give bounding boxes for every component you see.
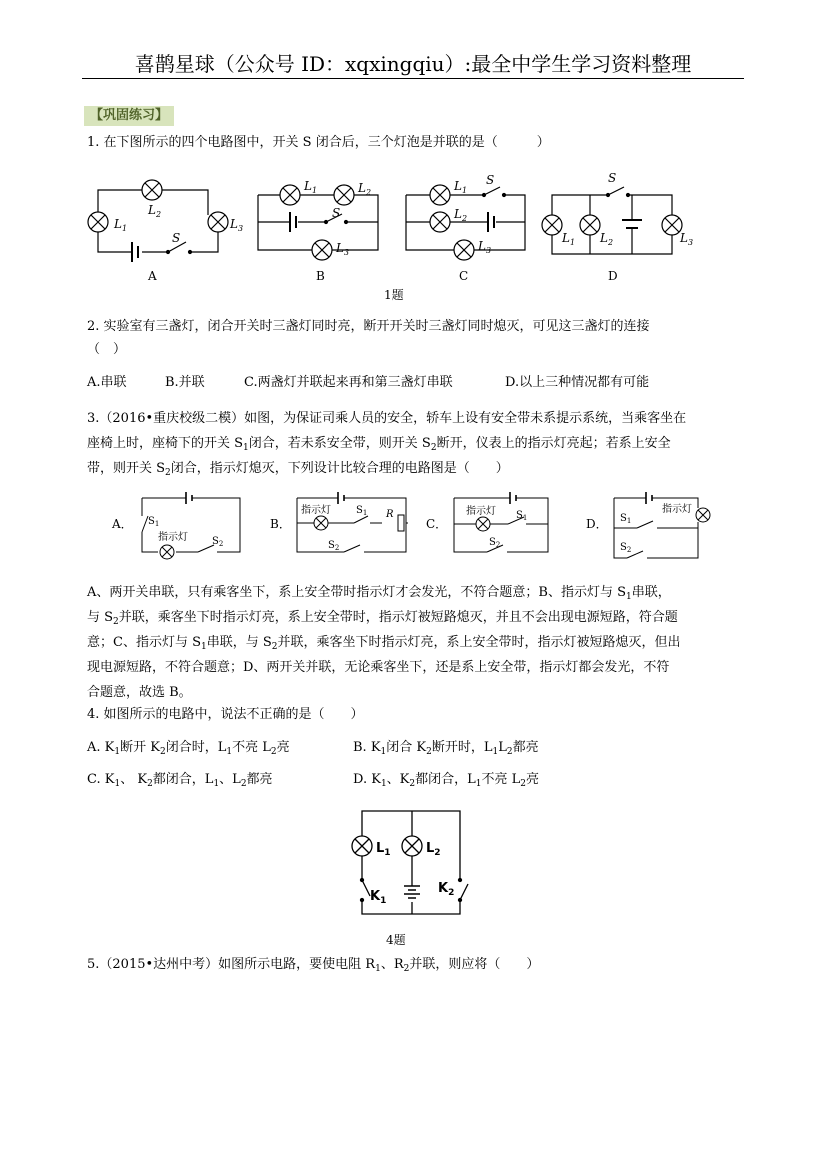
- q4-K1-label: $K_1$: [370, 889, 387, 906]
- q1a-L3-label: $L_3$: [230, 217, 244, 233]
- q4-K2-label: $K_2$: [438, 881, 455, 898]
- q3-circuit-b: [297, 492, 408, 552]
- analysis-line-4: 现电源短路，不符合题意；D、两开关并联，无论乘客坐下，还是系上安全带，指示灯都会发光，不符: [87, 660, 670, 675]
- q3-fig-label-b: B．: [270, 517, 291, 531]
- question-3-line-3: 带，则开关 $S_2$闭合，指示灯熄灭，下列设计比较合理的电路图是（ ）: [87, 461, 509, 478]
- q4-option-a: A. $K_1$断开 $K_2$闭合时，$L_1$不亮 $L_2$亮: [87, 740, 290, 757]
- q3c-S2-label: $S_2$: [489, 537, 501, 549]
- q2-option-d: D.以上三种情况都有可能: [505, 375, 650, 390]
- q1-circuit-diagrams: [80, 170, 720, 290]
- q3d-S1-label: $S_1$: [620, 513, 632, 525]
- q3-circuit-c: [454, 492, 548, 552]
- q4-caption: 4题: [386, 933, 406, 947]
- q1b-S-label: S: [332, 206, 341, 220]
- q2-option-c: C.两盏灯并联起来再和第三盏灯串联: [244, 375, 453, 390]
- question-5-text: 5.（2015•达州中考）如图所示电路，要使电阻 $R_1$、$R_2$并联，则应将（ ）: [87, 957, 540, 974]
- q3c-S1-label: $S_1$: [516, 510, 528, 522]
- q3-fig-label-a: A．: [112, 517, 133, 531]
- analysis-line-2: 与 $S_2$并联，乘客坐下时指示灯亮，系上安全带时，指示灯被短路熄灭，并且不会出现电源短路，符合题: [87, 610, 678, 627]
- q1d-S-label: S: [608, 171, 617, 185]
- q1b-L3-label: $L_3$: [336, 241, 350, 257]
- q3d-S2-label: $S_2$: [620, 542, 632, 554]
- q1b-L2-label: $L_2$: [358, 181, 372, 197]
- question-2-text: 2. 实验室有三盏灯，闭合开关时三盏灯同时亮，断开开关时三盏灯同时熄灭，可见这三盏灯的连接: [87, 319, 650, 334]
- q1-circuit-b: [258, 185, 378, 260]
- q1a-L2-label: $L_2$: [148, 203, 162, 219]
- q1d-L2-label: $L_2$: [600, 231, 614, 247]
- question-4-text: 4. 如图所示的电路中，说法不正确的是（ ）: [87, 707, 364, 722]
- q2-option-b: B.并联: [165, 375, 205, 390]
- question-1-text: 1. 在下图所示的四个电路图中，开关 S 闭合后，三个灯泡是并联的是（ ）: [87, 135, 550, 150]
- q1-caption: 1题: [384, 288, 404, 302]
- q3a-lamp-label: 指示灯: [158, 532, 188, 543]
- analysis-line-3: 意；C、指示灯与 $S_1$串联，与 $S_2$并联，乘客坐下时指示灯亮，系上安全带时，指示灯被短路熄灭，但出: [87, 635, 681, 652]
- q3a-S2-label: $S_2$: [212, 536, 224, 548]
- q1c-L3-label: $L_3$: [478, 239, 492, 255]
- q3b-R-label: R: [386, 509, 394, 520]
- question-3-line-1: 3.（2016•重庆校级二模）如图，为保证司乘人员的安全，轿车上设有安全带未系提示系统，当乘客坐在: [87, 411, 687, 426]
- q3a-S1-label: $S_1$: [148, 516, 160, 528]
- q4-L2-label: $L_2$: [426, 841, 441, 858]
- q1c-S-label: S: [486, 173, 495, 187]
- q4-option-d: D. $K_1$、$K_2$都闭合，$L_1$不亮 $L_2$亮: [353, 772, 540, 789]
- q4-option-b: B. $K_1$闭合 $K_2$断开时，$L_1L_2$都亮: [353, 740, 539, 757]
- q1-fig-label-c: C: [459, 269, 469, 283]
- q3c-lamp-label: 指示灯: [466, 506, 496, 517]
- q1d-L1-label: $L_1$: [562, 231, 576, 247]
- q3b-lamp-label: 指示灯: [301, 505, 331, 516]
- q1c-L2-label: $L_2$: [454, 207, 468, 223]
- q1-fig-label-b: B: [316, 269, 325, 283]
- analysis-line-5: 合题意，故选 B。: [87, 685, 192, 700]
- q1a-L1-label: $L_1$: [114, 217, 128, 233]
- q1-circuit-a: [88, 180, 228, 262]
- q1c-L1-label: $L_1$: [454, 179, 468, 195]
- question-2-paren: （ ）: [87, 342, 127, 357]
- q4-circuit-diagram: [350, 808, 470, 918]
- q2-option-a: A.串联: [87, 375, 127, 390]
- q4-L1-label: $L_1$: [376, 841, 391, 858]
- q1d-L3-label: $L_3$: [680, 231, 694, 247]
- q3-fig-label-c: C．: [426, 517, 448, 531]
- q3d-lamp-label: 指示灯: [662, 504, 692, 515]
- q3-fig-label-d: D．: [586, 517, 608, 531]
- q1-fig-label-a: A: [148, 269, 157, 283]
- q4-option-c: C. $K_1$、 $K_2$都闭合，$L_1$、$L_2$都亮: [87, 772, 273, 789]
- question-3-line-2: 座椅上时，座椅下的开关 $S_1$闭合，若未系安全带，则开关 $S_2$断开，仪表上的指示灯亮起；若系上安全: [87, 436, 671, 453]
- q3-circuit-diagrams: [112, 488, 722, 568]
- q1a-S-label: S: [172, 231, 181, 245]
- analysis-line-1: A、两开关串联，只有乘客坐下，系上安全带时指示灯才会发光，不符合题意；B、指示灯与 $S_1$串联，: [87, 585, 671, 602]
- page-header: 喜鹊星球（公众号 ID：xqxingqiu）:最全中学生学习资料整理: [82, 50, 744, 79]
- q1b-L1-label: $L_1$: [304, 179, 318, 195]
- q3b-S1-label: $S_1$: [356, 505, 368, 517]
- q3b-S2-label: $S_2$: [328, 540, 340, 552]
- q1-fig-label-d: D: [608, 269, 618, 283]
- section-tag: 【巩固练习】: [84, 106, 174, 126]
